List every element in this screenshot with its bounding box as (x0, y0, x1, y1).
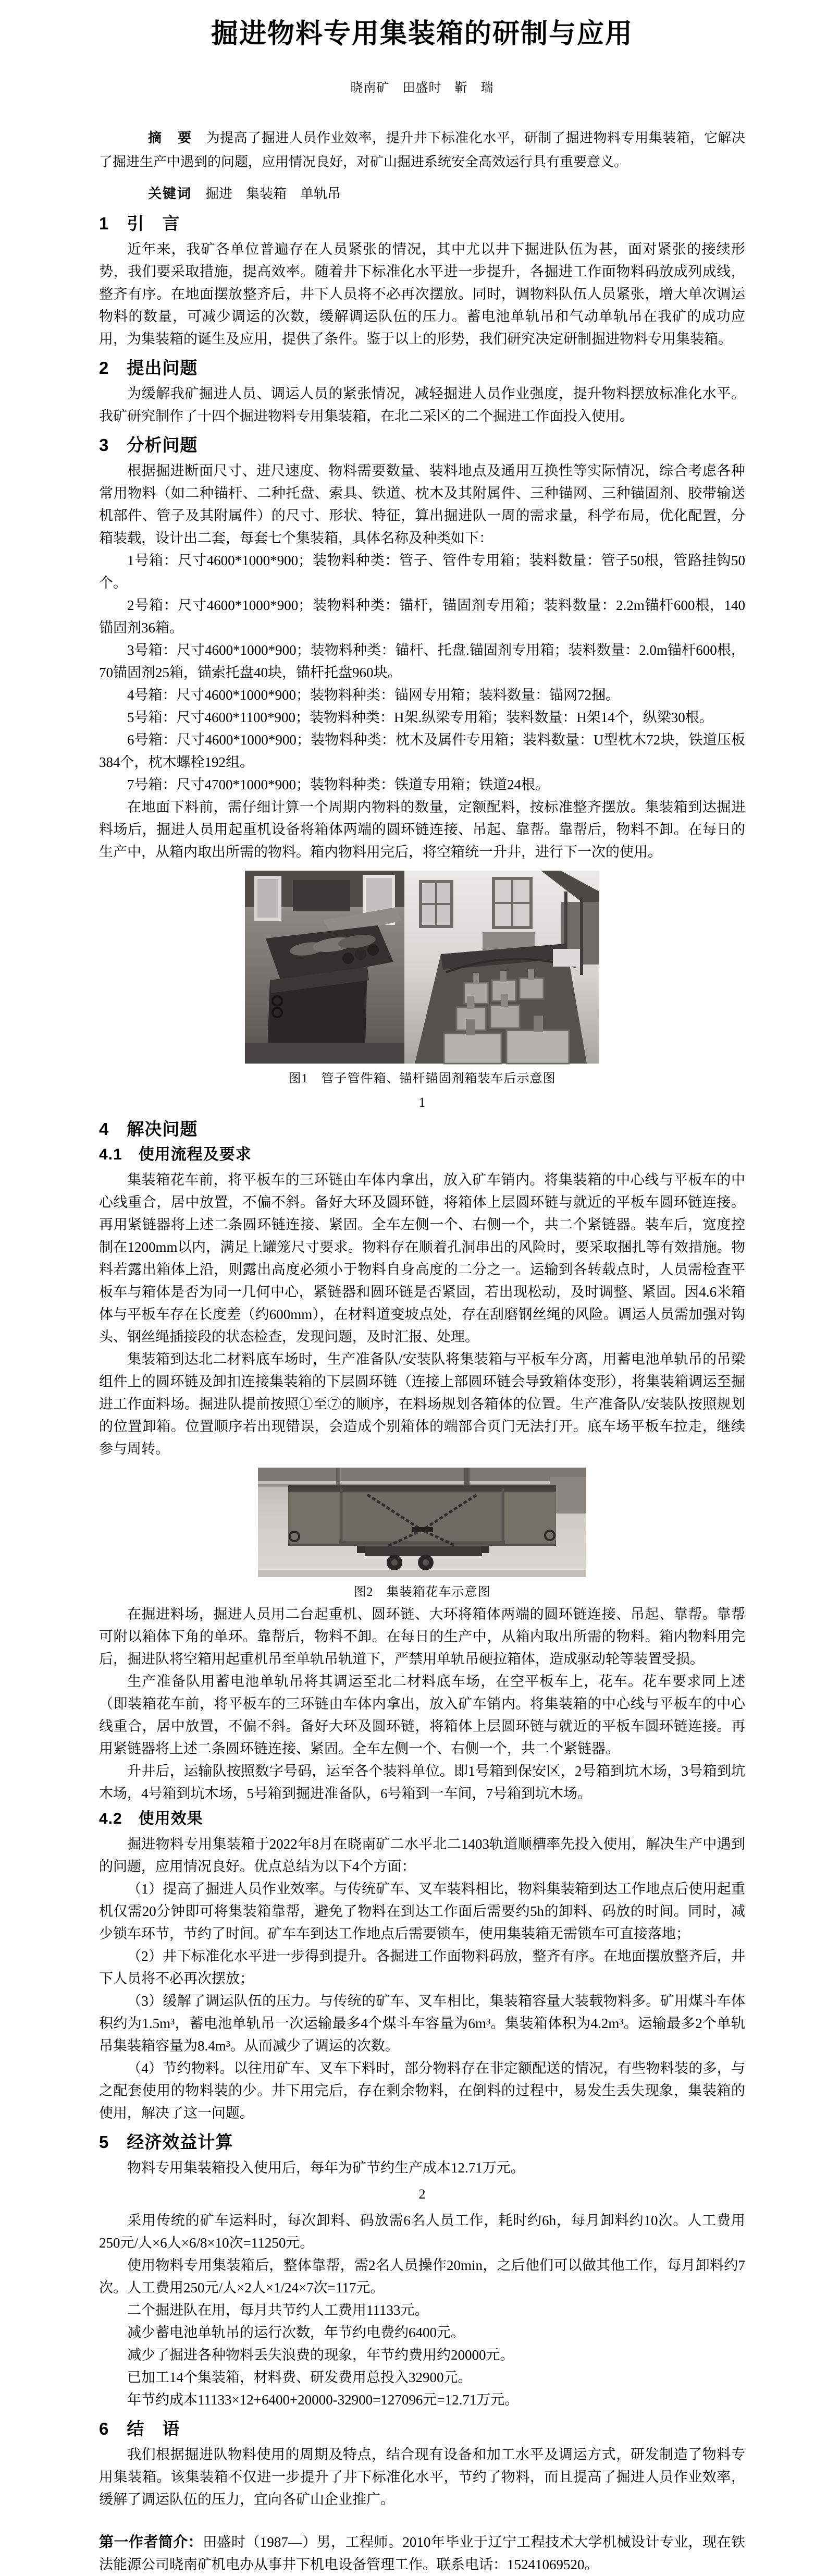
effect-item-1: （1）提高了掘进人员作业效率。与传统矿车、叉车装料相比，物料集装箱到达工作地点后使用起重机仅需20分钟即可将集装箱靠帮，避免了物料在到达工作面后需要约5h的卸料、码放的时间。同时，减少锁车环节，节约了时间。矿车车到达工作地点后需要锁车，使用集装箱无需锁车可直接落地； (99, 1881, 745, 1942)
container-box-item-6: 6号箱：尺寸4600*1000*900；装物料种类：枕木及属件专用箱；装料数量：U型枕木72块，铁道压板384个，枕木螺栓192组。 (99, 732, 745, 770)
figure1-anchor-agent-container-photo (404, 871, 599, 1064)
figure-1-caption: 图1 管子管件箱、锚杆锚固剂箱装车后示意图 (288, 1072, 556, 1085)
effect-item-4: （4）节约物料。以往用矿车、叉车下料时，部分物料存在非定额配送的情况，有些物料装的多，与之配套使用的物料装的少。井下用完后，存在剩余物料，在倒料的过程中，易发生丢失现象，集装箱的使用，解决了这一问题。 (99, 2060, 745, 2121)
container-box-item-4: 4号箱：尺寸4600*1000*900；装物料种类：锚网专用箱；装料数量：锚网72捆。 (127, 687, 620, 703)
section-heading-conclusion: 6 结 语 (99, 2419, 180, 2438)
container-box-item-1: 1号箱：尺寸4600*1000*900；装物料种类：管子、管件专用箱；装料数量：管子50根，管路挂钩50个。 (99, 553, 745, 591)
paragraph: 减少蓄电池单轨吊的运行次数，年节约电费约6400元。 (127, 2325, 465, 2340)
figure-2-photo-wrap (99, 1468, 745, 1577)
figure-1-photos (99, 871, 745, 1064)
keywords-text: 掘进 集装箱 单轨吊 (205, 186, 341, 201)
abstract-label: 摘 要 (148, 130, 193, 145)
container-box-item-7: 7号箱：尺寸4700*1000*900；装物料种类：铁道专用箱；铁道24根。 (127, 777, 549, 792)
paragraph: 为缓解我矿掘进人员、调运人员的紧张情况，减轻掘进人员作业强度，提升物料摆放标准化水平。我矿研究制作了十四个掘进物料专用集装箱，在北二采区的二个掘进工作面投入使用。 (99, 386, 745, 424)
paragraph: 生产准备队用蓄电池单轨吊将其调运至北二材料底车场，在空平板车上，花车。花车要求同上述（即装箱花车前，将平板车的三环链由车体内拿出，放入矿车销内。将集装箱的中心线与平板车的中心线重合，居中放置，不偏不斜。备好大环及圆环链，将箱体上层圆环链与就近的平板车圆环链连接。再用紧链器将上述二条圆环链连接、紧固。全车左侧一个、右侧一个，共二个紧链器。 (99, 1674, 745, 1756)
abstract-paragraph (99, 126, 745, 174)
container-box-item-2: 2号箱：尺寸4600*1000*900；装物料种类：锚杆，锚固剂专用箱；装料数量：2.2m锚杆600根，140锚固剂36箱。 (99, 597, 745, 636)
figure-1 (99, 871, 745, 1088)
paragraph: 近年来，我矿各单位普遍存在人员紧张的情况，其中尤以井下掘进队伍为甚，面对紧张的接续形势，我们要采取措施，提高效率。随着井下标准化水平进一步提升，各掘进工作面物料码放成列成线，整齐有序。在地面摆放整齐后，井下人员将不必再次摆放。同时，调物料队伍人员紧张，增大单次调运物料的数量，可减少调运的次数，缓解调运队伍的压力。蓄电池单轨吊和气动单轨吊在我矿的成功应用，为集装箱的诞生及应用，提供了条件。鉴于以上的形势，我们研究决定研制掘进物料专用集装箱。 (99, 241, 745, 347)
paragraph: 我们根据掘进队物料使用的周期及特点，结合现有设备和加工水平及调运方式，研发制造了物料专用集装箱。该集装箱不仅进一步提升了井下标准化水平，节约了物料，而且提高了掘进人员作业效率，缓解了调运队伍的压力，宜向各矿山企业推广。 (99, 2447, 745, 2507)
section-heading-economics: 5 经济效益计算 (99, 2132, 233, 2152)
paragraph: 在掘进料场，掘进人员用二台起重机、圆环链、大环将箱体两端的圆环链连接、吊起、靠帮。靠帮可附以箱体下角的单环。靠帮后，物料不卸。在每日的生产中，从箱内取出所需的物料。箱内物料用完后，掘进队将空箱用起重机吊至单轨吊轨道下，严禁用单轨吊硬拉箱体，造成驱动轮等装置受损。 (99, 1606, 745, 1667)
figure-2-caption: 图2 集装箱花车示意图 (353, 1585, 491, 1599)
abstract-text: 为提高了掘进人员作业效率，提升井下标准化水平，研制了掘进物料专用集装箱，它解决了掘进生产中遇到的问题，应用情况良好，对矿山掘进系统安全高效运行具有重要意义。 (99, 130, 745, 169)
first-author-bio-label: 第一作者简介： (99, 2534, 203, 2550)
container-box-item-5: 5号箱：尺寸4600*1100*900；装物料种类：H架.纵梁专用箱；装料数量：H架14个，纵梁30根。 (127, 710, 713, 725)
paragraph: 集装箱花车前，将平板车的三环链由车体内拿出，放入矿车销内。将集装箱的中心线与平板车的中心线重合，居中放置，不偏不斜。备好大环及圆环链，将箱体上层圆环链与就近的平板车圆环链连接。再用紧链器将上述二条圆环链连接、紧固。全车左侧一个、右侧一个，共二个紧链器。装车后，宽度控制在1200mm以内，满足上罐笼尺寸要求。物料存在顺着孔洞串出的风险时，要采取捆扎等有效措施。物料若露出箱体上沿，则露出高度必须小于物料自身高度的二分之一。运输到各转载点时，人员需检查平板车与箱体是否为同一几何中心，紧链器和圆环链是否紧固，若出现松动，及时调整、紧固。因4.6米箱体与平板车存在长度差（约600mm），在材料道变坡点处，存在刮磨钢丝绳的风险。调运人员需加强对钩头、钢丝绳插接段的状态检查，发现问题，及时汇报、处理。 (99, 1172, 745, 1345)
paper-title: 掘进物料专用集装箱的研制与应用 (211, 19, 633, 49)
paragraph: 年节约成本11133×12+6400+20000-32900=127096元=12.71万元。 (127, 2392, 519, 2408)
section-heading-introduction: 1 引 言 (99, 214, 180, 233)
paragraph: 掘进物料专用集装箱于2022年8月在晓南矿二水平北二1403轨道顺槽率先投入使用，解决生产中遇到的问题，应用情况良好。优点总结为以下4个方面： (99, 1836, 745, 1874)
paragraph: 二个掘进队在用，每月共节约人工费用11133元。 (127, 2302, 429, 2318)
paragraph: 在地面下料前，需仔细计算一个周期内物料的数量，定额配料，按标准整齐摆放。集装箱到达掘进料场后，掘进人员用起重机设备将箱体两端的圆环链连接、吊起、靠帮。靠帮后，物料不卸。在每日的生产中，从箱内取出所需的物料。箱内物料用完后，将空箱统一升井，进行下一次的使用。 (99, 799, 745, 860)
keywords-paragraph (99, 181, 745, 206)
first-author-bio-text: 田盛时（1987—）男，工程师。2010年毕业于辽宁工程技术大学机械设计专业，现在铁法能源公司晓南矿机电办从事井下机电设备管理工作。联系电话：15241069520。 (99, 2534, 745, 2572)
paragraph: 已加工14个集装箱，材料费、研发费用总投入32900元。 (127, 2370, 472, 2385)
paragraph: 使用物料专用集装箱后，整体靠帮，需2名人员操作20min，之后他们可以做其他工作，每月卸料约7次。人工费用250元/人×2人×1/24×7次=117元。 (99, 2257, 745, 2296)
page-number-1: 1 (418, 1095, 426, 1110)
paragraph: 物料专用集装箱投入使用后，每年为矿节约生产成本12.71万元。 (127, 2160, 525, 2176)
paragraph: 升井后，运输队按照数字号码，运至各个装料单位。即1号箱到保安区，2号箱到坑木场，3号箱到坑木场，4号箱到坑木场，5号箱到掘进准备队，6号箱到一车间，7号箱到坑木场。 (99, 1763, 745, 1801)
paragraph: 根据掘进断面尺寸、进尺速度、物料需要数量、装料地点及通用互换性等实际情况，综合考虑各种常用物料（如二种锚杆、二种托盘、索具、铁道、枕木及其附属件、三种锚网、三种锚固剂、胶带输送机部件、管子及其附属件）的尺寸、形状、特征，算出掘进队一周的需求量，科学布局，优化配置，分箱装载，设计出二套，每套七个集装箱，具体名称及种类如下： (99, 463, 745, 546)
effect-item-3: （3）缓解了调运队伍的压力。与传统的矿车、叉车相比，集装箱容量大装载物料多。矿用煤斗车体积约为1.5m³，蓄电池单轨吊一次运输最多4个煤斗车容量为6m³。集装箱体积为4.2m³。运输最多2个单轨吊集装箱容量为8.4m³。从而减少了调运的次数。 (99, 1993, 745, 2054)
figure2-container-flatcar-photo (258, 1468, 586, 1577)
keywords-label: 关键词 (148, 186, 192, 201)
paragraph: 集装箱到达北二材料底车场时，生产准备队/安装队将集装箱与平板车分离，用蓄电池单轨吊的吊梁组件上的圆环链及卸扣连接集装箱的下层圆环链（连接上部圆环链会导致箱体变形），将集装箱调运至掘进工作面料场。掘进队提前按照①至⑦的顺序，在料场规划各箱体的位置。生产准备队/安装队按照规划的位置卸箱。位置顺序若出现错误，会造成个别箱体的端部合页门无法打开。底车场平板车拉走，继续参与周转。 (99, 1351, 745, 1457)
figure1-pipes-container-photo (245, 871, 404, 1064)
first-author-bio (99, 2531, 745, 2576)
subsection-heading-usage-flow: 4.1 使用流程及要求 (99, 1146, 252, 1163)
page-number-2: 2 (418, 2187, 426, 2202)
section-heading-solution: 4 解决问题 (99, 1119, 198, 1139)
section-heading-problem: 2 提出问题 (99, 358, 198, 377)
subsection-heading-usage-effect: 4.2 使用效果 (99, 1810, 203, 1827)
container-box-item-3: 3号箱：尺寸4600*1000*900；装物料种类：锚杆、托盘.锚固剂专用箱；装料数量：2.0m锚杆600根，70锚固剂25箱，锚索托盘40块，锚杆托盘960块。 (99, 642, 745, 680)
paragraph: 采用传统的矿车运料时，每次卸料、码放需6名人员工作，耗时约6h，每月卸料约10次。人工费用250元/人×6人×6/8×10次=11250元。 (99, 2213, 745, 2251)
figure-2 (99, 1468, 745, 1601)
authors-line: 晓南矿 田盛时 靳 瑞 (350, 81, 494, 95)
section-heading-analysis: 3 分析问题 (99, 435, 198, 455)
effect-item-2: （2）井下标准化水平进一步得到提升。各掘进工作面物料码放，整齐有序。在地面摆放整齐后，井下人员将不必再次摆放； (99, 1948, 745, 1986)
paragraph: 减少了掘进各种物料丢失浪费的现象，年节约费用约20000元。 (127, 2347, 514, 2363)
